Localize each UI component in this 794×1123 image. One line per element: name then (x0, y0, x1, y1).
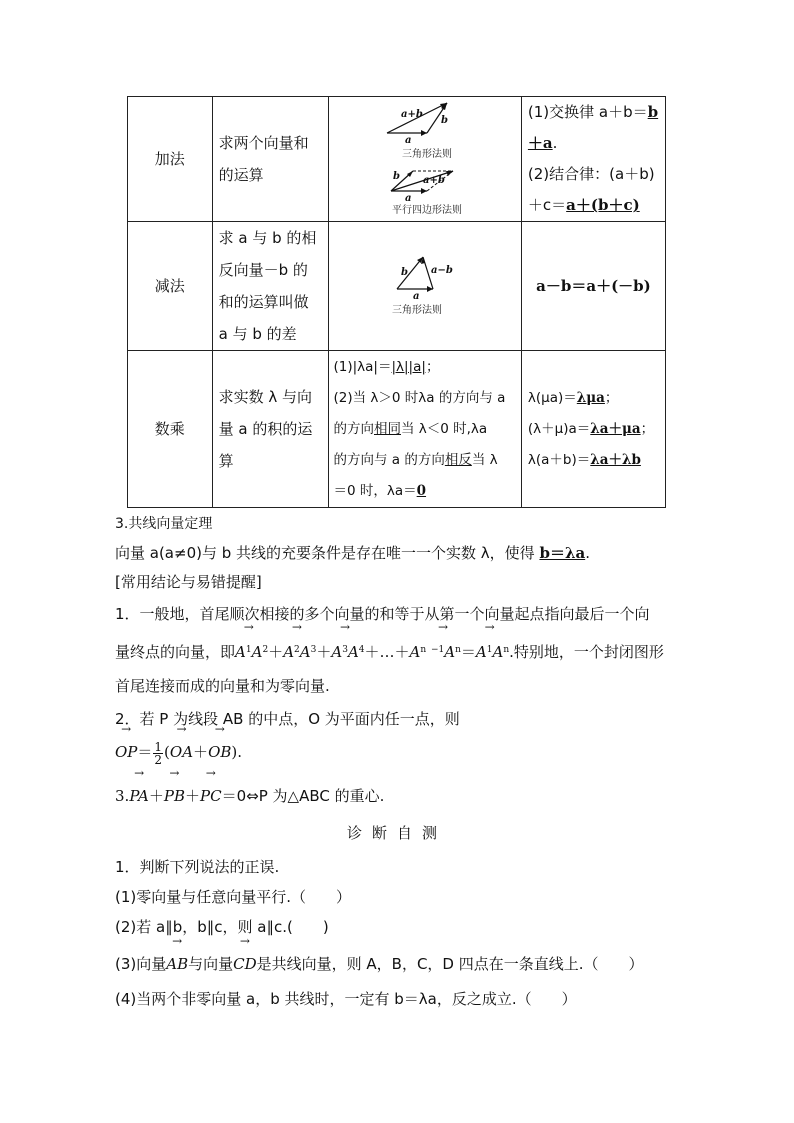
tip-1-line-1: 1．一般地，首尾顺次相接的多个向量的和等于从第一个向量起点指向最后一个向 (115, 605, 650, 623)
question-1-3: (3)向量→ AB与向量→ CD是共线向量，则 A，B，C，D 四点在一条直线上.（ ） (115, 948, 675, 981)
op-laws: (1)交换律 a＋b＝b ＋a. (2)结合律：(a＋b) ＋c＝a＋(b＋c) (521, 97, 665, 222)
svg-text:a: a (405, 135, 412, 146)
svg-text:a+b: a+b (423, 175, 446, 186)
tips-title: [常用结论与易错提醒] (115, 573, 262, 591)
op-diagram (329, 97, 521, 222)
svg-text:三角形法则: 三角形法则 (402, 149, 453, 160)
question-1-1: (1)零向量与任意向量平行.（ ） (115, 888, 352, 906)
table-row (128, 97, 666, 222)
tip-1-line-2: 量终点的向量，即→ $A^1A^2+\to A^2A^3+\to$ $A^3A^4+\dots+A^n \to ^{-1}A^n=\to A^1A^n$.特别地，一个封闭图形 (115, 634, 675, 669)
tip-3: 3.→ PA＋→ PB＋→ PC＝0⇔P 为△ABC 的重心. (115, 780, 675, 813)
question-1: 1．判断下列说法的正误. (115, 858, 280, 876)
table-row (128, 351, 666, 508)
op-definition: 求 a 与 b 的相 反向量－b 的 和的运算叫做 a 与 b 的差 (212, 222, 329, 351)
tip-2-line-1: 2．若 P 为线段 AB 的中点，O 为平面内任一点，则 (115, 710, 460, 728)
svg-text:三角形法则: 三角形法则 (392, 305, 443, 316)
svg-text:a−b: a−b (431, 265, 454, 276)
section-title: 3.共线向量定理 (115, 516, 213, 532)
svg-text:平行四边形法则: 平行四边形法则 (392, 205, 463, 216)
op-name: 数乘 (128, 351, 213, 508)
op-definition: 求两个向量和 的运算 (212, 97, 329, 222)
op-diagram (329, 222, 521, 351)
svg-text:b: b (401, 267, 409, 278)
op-definition: 求实数 λ 与向 量 a 的积的运 算 (212, 351, 329, 508)
question-1-4: (4)当两个非零向量 a，b 共线时，一定有 b＝λa，反之成立.（ ） (115, 990, 577, 1008)
diagnostic-title: 诊断自测 (346, 824, 447, 842)
op-name: 减法 (128, 222, 213, 351)
svg-text:b: b (441, 115, 449, 126)
op-laws: a－b＝a＋(－b) (521, 222, 665, 351)
op-description: (1)|λa|＝|λ||a|； (2)当 λ＞0 时λa 的方向与 a 的方向相同当 λ＜0 时,λa 的方向与 a 的方向相反当 λ ＝0 时，λa＝0 (329, 351, 521, 508)
op-laws: λ(μa)＝λμa； (λ＋μ)a＝λa＋μa； λ(a＋b)＝λa＋λb (521, 351, 665, 508)
svg-text:b: b (393, 171, 401, 182)
collinear-theorem: 向量 a(a≠0)与 b 共线的充要条件是存在唯一一个实数 λ，使得 b＝λa. (115, 544, 590, 562)
tip-2-formula: → OP＝ $\frac{1}{2}$ (→ OA＋→ OB). (115, 736, 675, 769)
svg-text:a: a (413, 291, 420, 302)
op-name: 加法 (128, 97, 213, 222)
question-1-2: (2)若 a∥b，b∥c，则 a∥c.( ) (115, 918, 329, 936)
addition-diagram (365, 99, 485, 219)
vector-operations-table (127, 96, 666, 508)
tip-1-line-3: 首尾连接而成的向量和为零向量. (115, 677, 330, 695)
table-row (128, 222, 666, 351)
subtraction-diagram (365, 251, 485, 321)
svg-text:a+b: a+b (401, 109, 424, 120)
svg-text:a: a (405, 193, 412, 204)
